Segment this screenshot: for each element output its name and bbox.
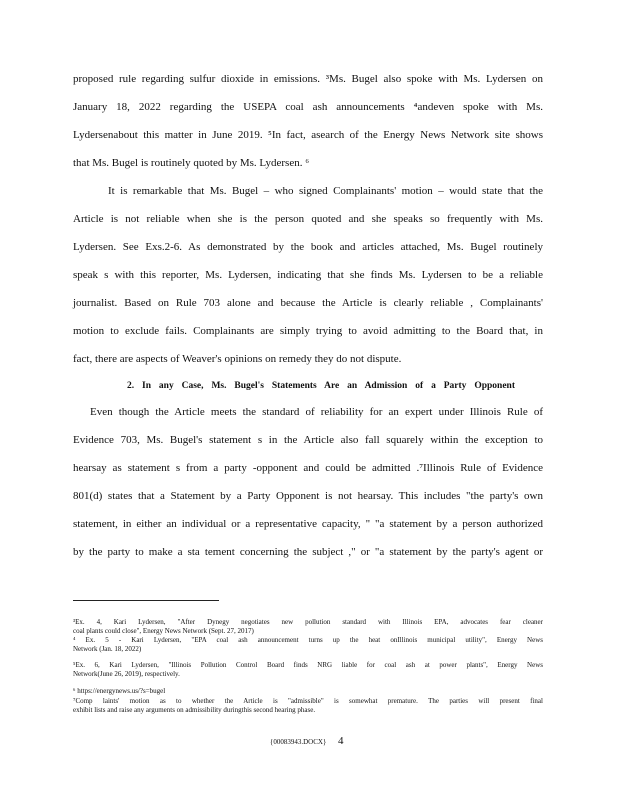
body-line: Lydersen. See Exs.2-6. As demonstrated by the book and articles attached, Ms. Bugel routinely — [73, 241, 543, 253]
body-line: It is remarkable that Ms. Bugel – who signed Complainants' motion – would state that the — [108, 185, 543, 197]
body-line: statement, in either an individual or a representative capacity, " "a statement by a person authorized — [73, 518, 543, 530]
body-line: motion to exclude fails. Complainants are simply trying to avoid admitting to the Board that, in — [73, 325, 543, 337]
section-heading: 2. In any Case, Ms. Bugel's Statements Are an Admission of a Party Opponent — [127, 381, 515, 391]
footnote-line: ⁴ Ex. 5 - Kari Lydersen, "EPA coal ash announcement turns up the heat onIllinois municipal utility", Energy News — [73, 636, 543, 644]
footnote-line: coal plants could close", Energy News Network (Sept. 27, 2017) — [73, 627, 254, 635]
body-line: that Ms. Bugel is routinely quoted by Ms. Lydersen. ⁶ — [73, 157, 310, 169]
body-line: Even though the Article meets the standard of reliability for an expert under Illinois Rule of — [90, 406, 543, 418]
footnote-line: ⁷Comp laints' motion as to whether the Article is "admissible" is somewhat premature. The parties will present final — [73, 697, 543, 705]
body-line: speak s with this reporter, Ms. Lydersen, indicating that she finds Ms. Lydersen to be a reliable — [73, 269, 543, 281]
footnote-link[interactable]: ⁶ https://energynews.us/?s=bugel — [73, 687, 166, 695]
body-line: by the party to make a sta tement concerning the subject ," or "a statement by the party's agent or — [73, 546, 543, 558]
body-line: Article is not reliable when she is the person quoted and she speaks so frequently with Ms. — [73, 213, 543, 225]
body-line: hearsay as statement s from a party -opponent and could be admitted .⁷Illinois Rule of Evidence — [73, 462, 543, 474]
body-line: Lydersenabout this matter in June 2019. ⁵In fact, asearch of the Energy News Network site shows — [73, 129, 543, 141]
footnote-line: ⁵Ex. 6, Kari Lydersen, "Illinois Pollution Control Board finds NRG liable for coal ash at power plants", Energy News — [73, 661, 543, 669]
body-line: January 18, 2022 regarding the USEPA coal ash announcements ⁴andeven spoke with Ms. — [73, 101, 543, 113]
document-id: {00083943.DOCX} — [270, 738, 327, 746]
footnote-line: Network(June 26, 2019), respectively. — [73, 670, 180, 678]
body-line: proposed rule regarding sulfur dioxide in emissions. ³Ms. Bugel also spoke with Ms. Lydersen on — [73, 73, 543, 85]
body-line: Evidence 703, Ms. Bugel's statement s in the Article also fall squarely within the exception to — [73, 434, 543, 446]
body-line: journalist. Based on Rule 703 alone and because the Article is clearly reliable , Complainants' — [73, 297, 543, 309]
footnote-line: Network (Jan. 18, 2022) — [73, 645, 142, 653]
footnote-separator — [73, 600, 219, 601]
footnote-line: ³Ex. 4, Kari Lydersen, "After Dynegy negotiates new pollution standard with Illinois EPA, advocates fear cleaner — [73, 618, 543, 626]
body-line: fact, there are aspects of Weaver's opinions on remedy they do not dispute. — [73, 353, 402, 365]
page-number: 4 — [338, 735, 344, 747]
footnote-line: exhibit lists and raise any arguments on admissibility duringthis second hearing phase. — [73, 706, 316, 714]
body-line: 801(d) states that a Statement by a Party Opponent is not hearsay. This includes "the party's own — [73, 490, 543, 502]
